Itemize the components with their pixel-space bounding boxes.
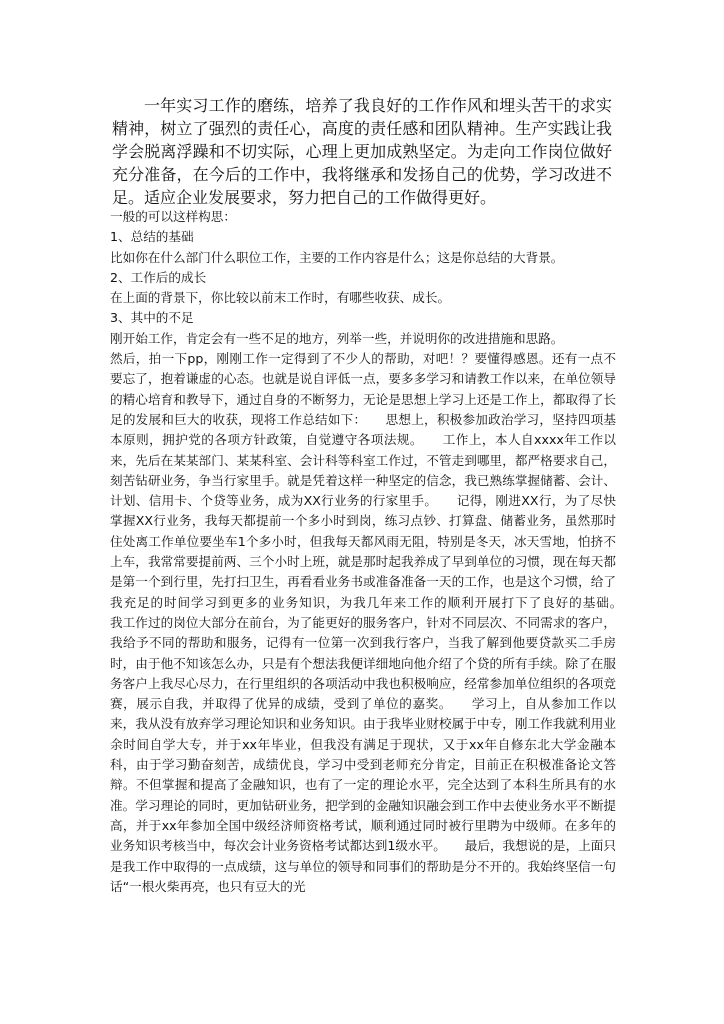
outline-item-3-title: 3、其中的不足 (110, 310, 194, 326)
closing-text-5: 我工作过的岗位大部分在前台，为了能更好的服务客户，针对不同层次、不同需求的客户，我给予不同的帮助和服务，记得有一位第一次到我行客户，当我了解到他要贷款买二手房时，由于他不知该怎么办，只是有个想法我便详细地向他介绍了个贷的所有手续。除了在服务客户上我尽心尽力，在行里组织的各项活动中我也积极响应，经常参加单位组织的各项竞赛，展示自我，并取得了优异的成绩，受到了单位的嘉奖。 (110, 614, 616, 712)
closing-text-2: 思想上，积极参加政治学习，坚持四项基本原则，拥护党的各项方针政策，自觉遵守各项法规。 (110, 411, 617, 448)
closing-text-3: 工作上，本人自xxxx年工作以来，先后在某某部门、某某科室、会计科等科室工作过，不管走到哪里，都严格要求自己，刻苦钻研业务，争当行家里手。就是凭着这样一种坚定的信念，我已熟练掌握储蓄、会计、计划、信用卡、个贷等业务，成为XX行业务的行家里手。 (110, 432, 617, 509)
outline-item-1-text: 比如你在什么部门什么职位工作，主要的工作内容是什么；这是你总结的大背景。 (110, 249, 564, 265)
closing-text-7: 最后，我想说的是，上面只是我工作中取得的一点成绩，这与单位的领导和同事们的帮助是分不开的。我始终坚信一句话“一根火柴再亮，也只有豆大的光 (110, 838, 617, 894)
outline-heading: 一般的可以这样构思： (110, 209, 236, 224)
outline-item-2-text: 在上面的背景下，你比较以前末工作时，有哪些收获、成长。 (110, 290, 451, 306)
closing-text-4: 记得，刚进XX行，为了尽快掌握XX行业务，我每天都提前一个多小时到岗，练习点钞、打算盘、储蓄业务，虽然那时住处离工作单位要坐车1个多小时，但我每天都风雨无阻，特别是冬天，冰天雪地，怕挤不上车，我常常要提前两、三个小时上班，就是那时起我养成了早到单位的习惯，现在每天都是第一个到行里，先打扫卫生，再看看业务书或准备准备一天的工作，也是这个习惯，给了我充足的时间学习到更多的业务知识，为我几年来工作的顺利开展打下了良好的基础。 (110, 493, 616, 610)
outline-item-2-title: 2、工作后的成长 (110, 269, 207, 285)
closing-text-1: 然后，拍一下pp，刚刚工作一定得到了不少人的帮助，对吧！？要懂得感恩。还有一点不要忘了，抱着谦虚的心态。也就是说自评低一点，要多多学习和请教工作以来，在单位领导的精心培育和教导下，通过自身的不断努力，无论是思想上学习上还是工作上，都取得了长足的发展和巨大的收获，现将工作总结如下： (110, 351, 616, 427)
closing-text-6: 学习上，自从参加工作以来，我从没有放弃学习理论知识和业务知识。由于我毕业财校属于中专，刚工作我就利用业余时间自学大专，并于xx年毕业，但我没有满足于现状，又于xx年自修东北大学金融本科，由于学习勤奋刻苦，成绩优良，学习中受到老师充分肯定，目前正在积极准备论文答辩。不但掌握和提高了金融知识，也有了一定的理论水平，完全达到了本科生所具有的水准。学习理论的同时，更加钻研业务，把学到的金融知识融会到工作中去使业务水平不断提高，并于xx年参加全国中级经济师资格考试，顺利通过同时被行里聘为中级师。在多年的业务知识考核当中，每次会计业务资格考试都达到1级水平。 (110, 696, 617, 854)
closing-paragraph (110, 349, 616, 897)
document-body (110, 207, 616, 897)
outline-item-3-text: 刚开始工作，肯定会有一些不足的地方，列举一些，并说明你的改进措施和思路。 (110, 330, 564, 346)
outline-item-1-title: 1、总结的基础 (110, 229, 194, 245)
intro-paragraph: 一年实习工作的磨练，培养了我良好的工作作风和埋头苦干的求实精神，树立了强烈的责任心，高度的责任感和团队精神。生产实践让我学会脱离浮躁和不切实际，心理上更加成熟坚定。为走向工作岗位做好充分准备，在今后的工作中，我将继承和发扬自己的优势，学习改进不足。适应企业发展要求，努力把自己的工作做得更好。 (112, 96, 612, 207)
